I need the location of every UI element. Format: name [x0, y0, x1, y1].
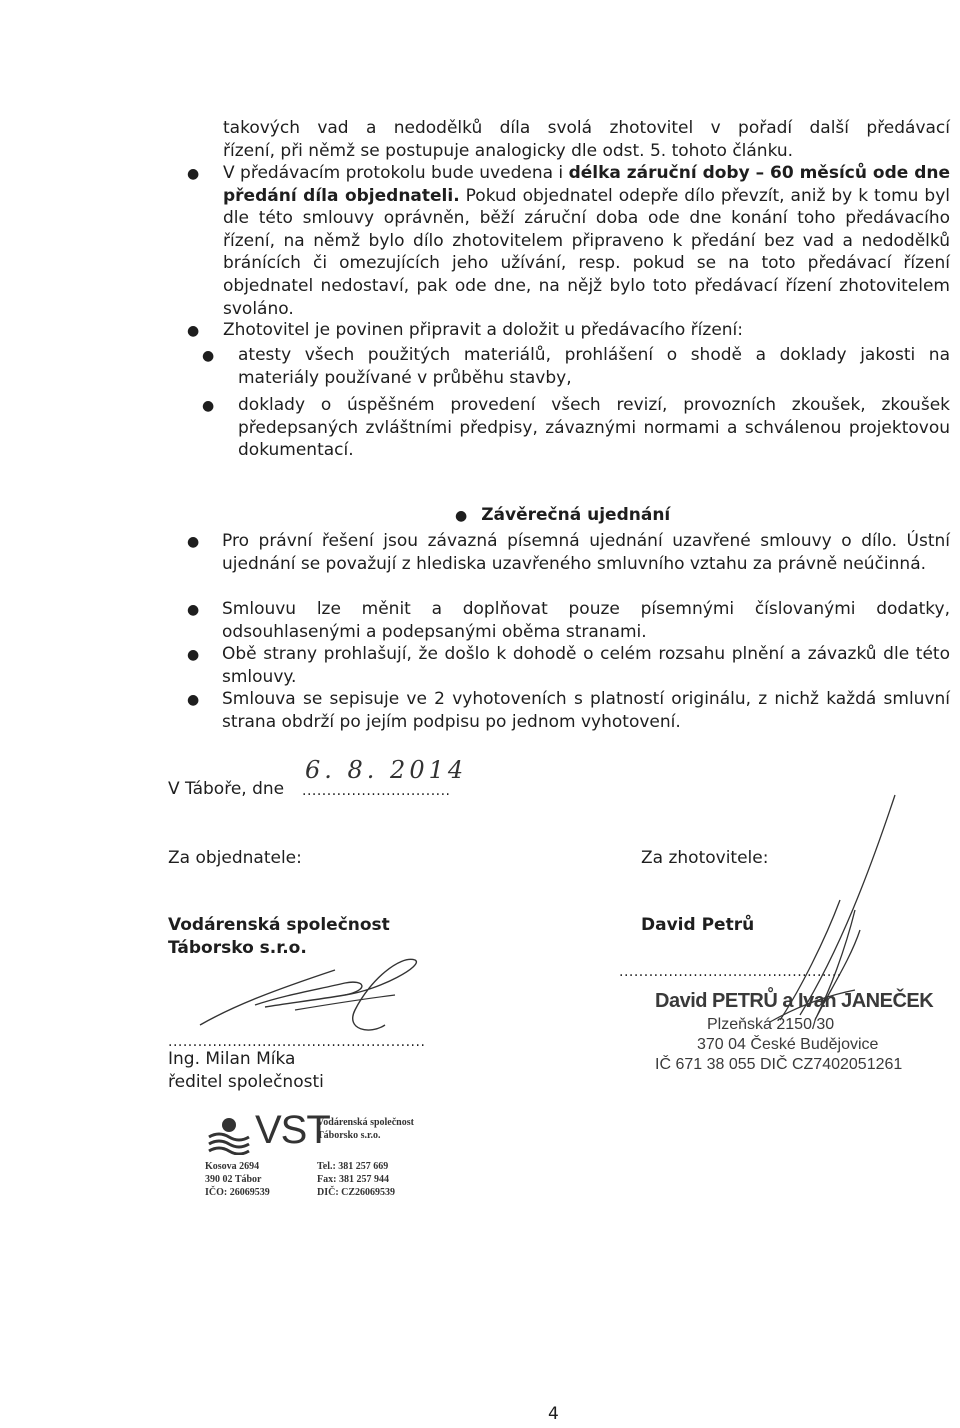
bullet-icon: ●: [187, 692, 200, 708]
obligation-item-1: atesty všech použitých materiálů, prohlášení o shodě a doklady jakosti na materiály používané v průběhu stavby,: [238, 345, 950, 388]
warranty-text-1: V předávacím protokolu bude uvedena i: [223, 163, 569, 183]
client-company: [168, 914, 390, 960]
section-heading-text: Závěrečná ujednání: [481, 505, 671, 525]
vst-fax: Fax: 381 257 944: [317, 1174, 389, 1185]
contractor-stamp-line1: David PETRŮ a Ivan JANEČEK: [655, 990, 934, 1012]
client-signature-dots: ....................................................: [168, 1034, 426, 1050]
intro-line-1: takových vad a nedodělků díla svolá zhotovitel v pořadí další předávací: [223, 118, 950, 138]
bullet-icon: ●: [187, 602, 200, 618]
bullet-icon: ●: [202, 348, 215, 364]
contractor-stamp: [655, 990, 955, 1074]
vst-name: [317, 1116, 414, 1142]
warranty-bold: délka záruční doby – 60 měsíců ode dne předání díla objednateli.: [223, 163, 950, 206]
final-item-2: Smlouvu lze měnit a doplňovat pouze písemnými číslovanými dodatky, odsouhlasenými a podepsanými oběma stranami.: [222, 599, 950, 642]
bullet-icon: ●: [187, 534, 200, 550]
client-company-line2: Táborsko s.r.o.: [168, 938, 307, 958]
contractor-label: Za zhotovitele:: [641, 848, 769, 868]
obligation-intro: Zhotovitel je povinen připravit a doložit u předávacího řízení:: [223, 320, 744, 340]
vst-name-line1: Vodárenská společnost: [317, 1117, 414, 1128]
bullet-icon: ●: [202, 398, 215, 414]
client-label: Za objednatele:: [168, 848, 302, 868]
vst-stamp: [205, 1108, 465, 1208]
contractor-stamp-line2: Plzeňská 2150/30: [707, 1016, 835, 1033]
bullet-icon: ●: [187, 323, 200, 339]
vst-address: [205, 1160, 270, 1199]
final-item-3: Obě strany prohlašují, že došlo k dohodě o celém rozsahu plnění a závazků dle této smlouvy.: [222, 644, 950, 687]
page-number: 4: [548, 1404, 559, 1424]
vst-ico: IČO: 26069539: [205, 1187, 270, 1198]
client-company-line1: Vodárenská společnost: [168, 915, 390, 935]
contractor-signature-dots: .............................................: [619, 964, 842, 980]
vst-tel: Tel.: 381 257 669: [317, 1161, 389, 1172]
section-heading: [455, 505, 670, 525]
date-dots: ..............................: [302, 783, 451, 799]
warranty-text-2: Pokud objednatel odepře dílo převzít, aniž by k tomu byl dle této smlouvy oprávněn, běží záruční doba ode dne konání toho předávacího řízení, na němž bylo dílo zhotovitelem připraveno k předání bez vad a nedodělků bránících či omezujících jeho užívání, resp. pokud se na toto předávací řízení objednatel nedostaví, pak ode dne, na nějž bylo toto předávací řízení zhotovitelem svoláno.: [223, 185, 950, 319]
vst-addr2: 390 02 Tábor: [205, 1174, 262, 1185]
final-item-4: Smlouva se sepisuje ve 2 vyhotoveních s platností originálu, z nichž každá smluvní strana obdrží po jejím podpisu po jednom vyhotovení.: [222, 689, 950, 732]
contractor-stamp-line3: 370 04 České Budějovice: [697, 1036, 879, 1053]
bullet-icon: ●: [187, 166, 200, 182]
final-item-1: Pro právní řešení jsou závazná písemná ujednání uzavřené smlouvy o dílo. Ústní ujednání se považují z hlediska uzavřeného smluvního vztahu za právně neúčinná.: [222, 531, 950, 574]
handwritten-date: [300, 750, 480, 790]
vst-name-line2: Táborsko s.r.o.: [317, 1130, 381, 1141]
vst-logo-text: VST: [255, 1108, 330, 1152]
bullet-icon: ●: [187, 647, 200, 663]
client-signature: [195, 955, 445, 1045]
intro-line-2: řízení, při němž se postupuje analogicky dle odst. 5. tohoto článku.: [223, 141, 794, 161]
place-label: V Táboře, dne: [168, 779, 285, 799]
vst-logo-icon: [205, 1113, 253, 1155]
obligation-item-2: doklady o úspěšném provedení všech revizí, provozních zkoušek, zkoušek předepsaných zvláštními předpisy, závaznými normami a schválenou projektovou dokumentací.: [238, 395, 950, 461]
warranty-paragraph: [223, 162, 950, 320]
bullet-icon: ●: [455, 508, 468, 524]
client-signatory-role: ředitel společnosti: [168, 1072, 324, 1092]
vst-dic: DIČ: CZ26069539: [317, 1187, 396, 1198]
vst-addr1: Kosova 2694: [205, 1161, 260, 1172]
contractor-stamp-line4: IČ 671 38 055 DIČ CZ7402051261: [655, 1056, 903, 1073]
contractor-name: David Petrů: [641, 915, 755, 935]
vst-contacts: [317, 1160, 395, 1199]
client-signatory-name: Ing. Milan Míka: [168, 1049, 296, 1069]
handwritten-date-text: 6. 8. 2014: [305, 756, 468, 784]
